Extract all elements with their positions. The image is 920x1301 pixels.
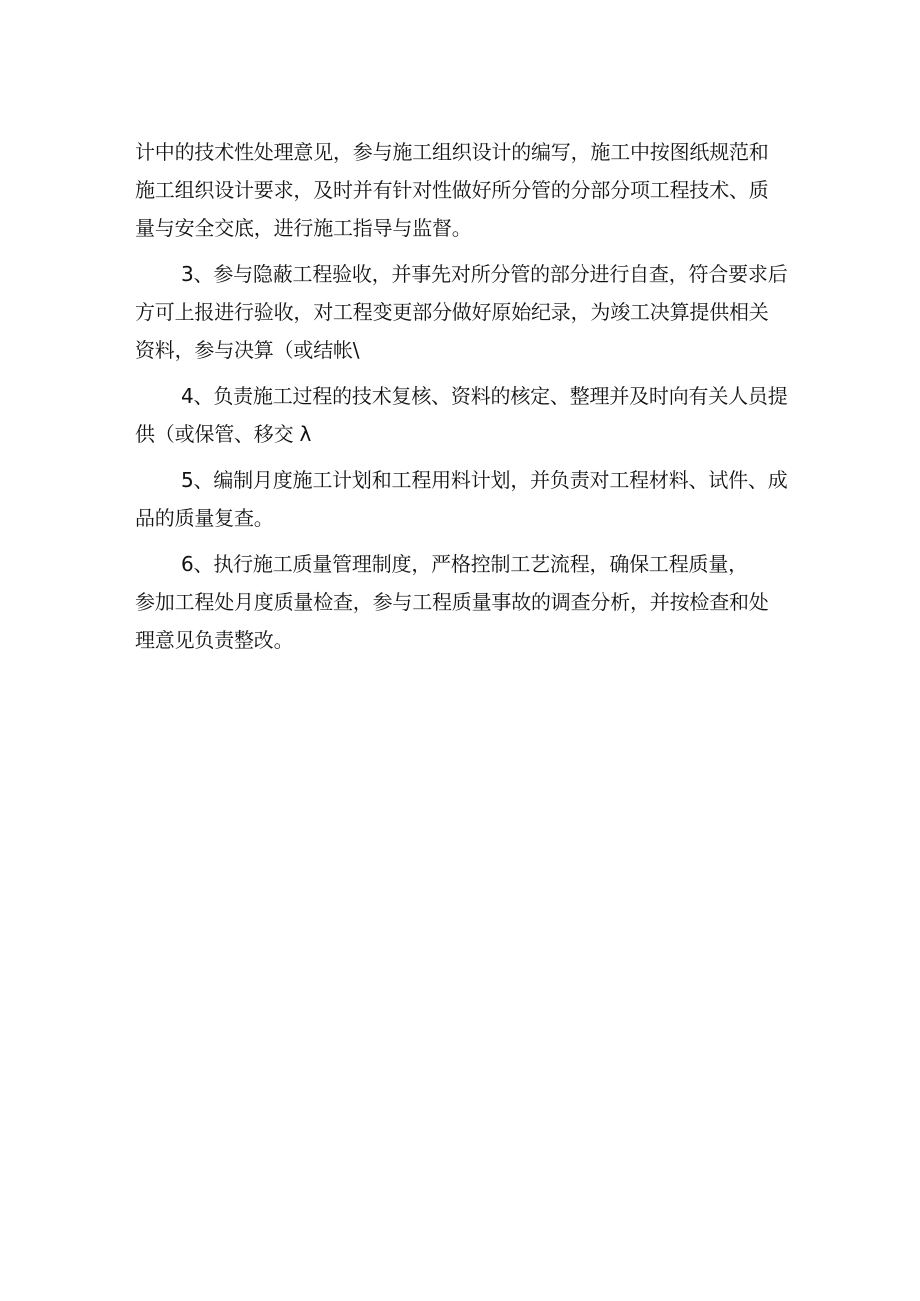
text-line: 供（或保管、移交 λ (135, 422, 312, 446)
text-line: 理意见负责整改。 (135, 628, 294, 652)
paragraph-item-5 (135, 461, 787, 537)
text-line: 量与安全交底，进行施工指导与监督。 (135, 216, 472, 240)
text-line: 4、负责施工过程的技术复核、资料的核定、整理并及时向有关人员提 (181, 384, 788, 408)
text-line: 方可上报进行验收，对工程变更部分做好原始纪录，为竣工决算提供相关 (135, 300, 769, 324)
document-body (135, 133, 787, 667)
text-line: 施工组织设计要求，及时并有针对性做好所分管的分部分项工程技术、质 (135, 178, 769, 202)
text-line: 资料，参与决算（或结帐\ (135, 338, 360, 362)
text-line: 3、参与隐蔽工程验收，并事先对所分管的部分进行自查，符合要求后 (181, 262, 788, 286)
text-line: 参加工程处月度质量检查，参与工程质量事故的调查分析，并按检查和处 (135, 590, 769, 614)
text-line: 5、编制月度施工计划和工程用料计划，并负责对工程材料、试件、成 (181, 468, 788, 492)
paragraph-item-4 (135, 377, 787, 453)
paragraph-item-6 (135, 545, 787, 659)
text-line: 品的质量复查。 (135, 506, 274, 530)
paragraph-continuation (135, 133, 787, 247)
text-line: 计中的技术性处理意见，参与施工组织设计的编写，施工中按图纸规范和 (135, 140, 769, 164)
text-line: 6、执行施工质量管理制度，严格控制工艺流程，确保工程质量， (181, 552, 748, 576)
paragraph-item-3 (135, 255, 787, 369)
